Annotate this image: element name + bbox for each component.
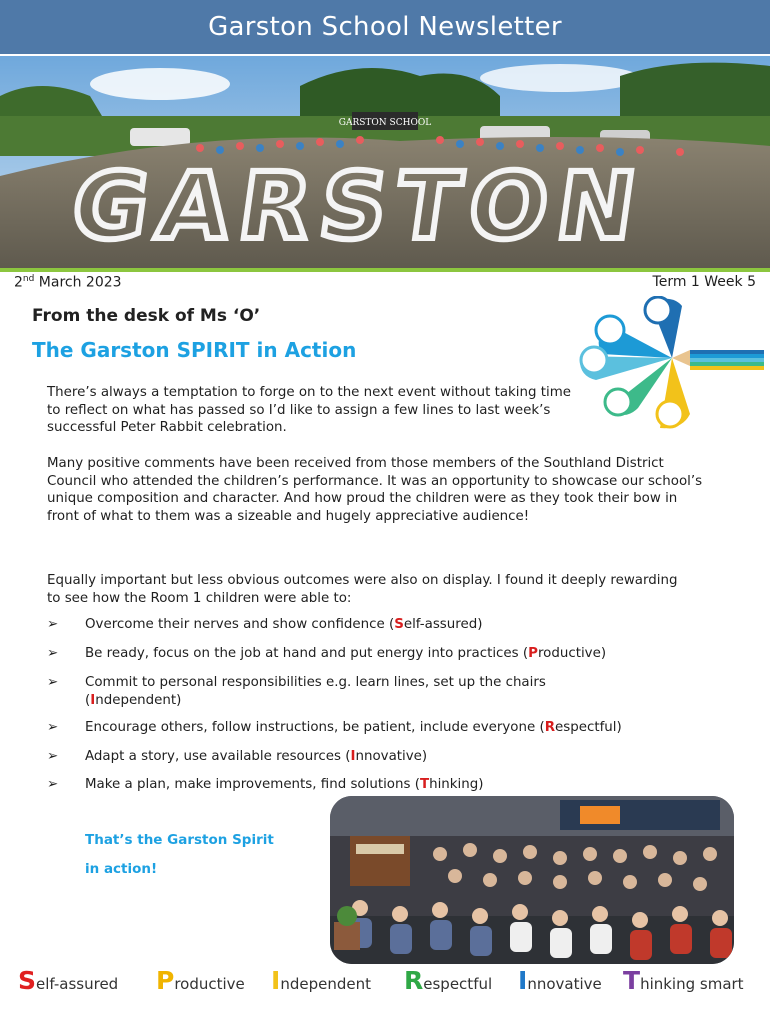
paragraph-intro: There’s always a temptation to forge on to the next event without taking time to reflect on what has passed so I’d like to assign a few lines to last week’s successful Peter Rabbit celebration. bbox=[47, 385, 572, 436]
audience-photo bbox=[330, 796, 734, 964]
spirit-values-footer bbox=[0, 966, 770, 1006]
arrow-bullet-icon: ➢ bbox=[47, 617, 59, 632]
newsletter-title: Garston School Newsletter bbox=[208, 12, 562, 42]
arrow-bullet-icon: ➢ bbox=[47, 720, 59, 735]
value-innovative: Innovative bbox=[518, 966, 602, 995]
arrow-bullet-icon: ➢ bbox=[47, 749, 59, 764]
value-thinking-smart: Thinking smart bbox=[623, 966, 744, 995]
value-independent: Independent bbox=[271, 966, 371, 995]
newsletter-header bbox=[0, 0, 770, 54]
spirit-pencil-graphic bbox=[572, 296, 768, 432]
issue-date: 2nd March 2023 bbox=[14, 274, 122, 291]
hero-photo bbox=[0, 56, 770, 272]
term-week: Term 1 Week 5 bbox=[652, 274, 756, 290]
callout-line-1: That’s the Garston Spirit bbox=[85, 832, 274, 848]
arrow-bullet-icon: ➢ bbox=[47, 777, 59, 792]
desk-heading: From the desk of Ms ‘O’ bbox=[32, 306, 261, 326]
value-productive: Productive bbox=[156, 966, 245, 995]
arrow-bullet-icon: ➢ bbox=[47, 675, 59, 690]
paragraph-outcomes: Equally important but less obvious outcomes were also on display. I found it deeply rewarding to see how the Room 1 children were able to: bbox=[47, 573, 678, 606]
value-self-assured: Self-assured bbox=[18, 966, 119, 995]
paragraph-council: Many positive comments have been received from those members of the Southland District Council who attended the children’s performance. It was an opportunity to showcase our school’s unique composition and character. And how proud the children were as they took their bow in front of what to them was a sizeable and hugely appreciative audience! bbox=[47, 456, 703, 524]
value-respectful: Respectful bbox=[404, 966, 493, 995]
school-sign-text: GARSTON SCHOOL bbox=[338, 118, 432, 128]
callout-line-2: in action! bbox=[85, 861, 158, 877]
article-title: The Garston SPIRIT in Action bbox=[32, 338, 357, 362]
arrow-bullet-icon: ➢ bbox=[47, 646, 59, 661]
hill-lettering: GARSTON bbox=[65, 152, 653, 260]
